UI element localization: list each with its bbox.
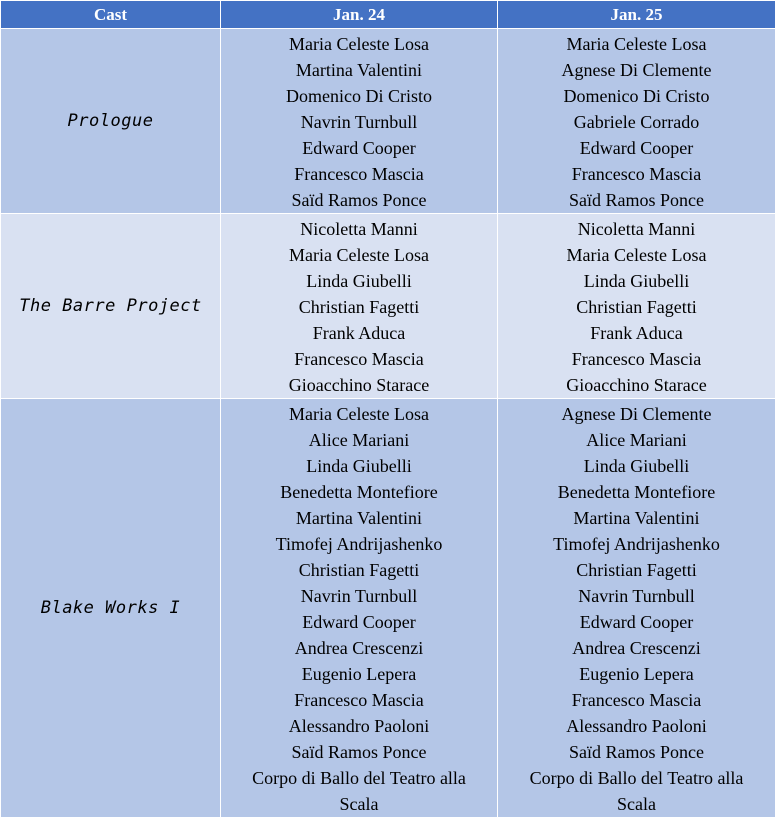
- dancer-name: Benedetta Montefiore: [221, 479, 497, 505]
- dancer-name: Agnese Di Clemente: [498, 57, 775, 83]
- dancer-name: Francesco Mascia: [221, 161, 497, 187]
- table-header: [1, 1, 775, 29]
- cast-cell-jan25: [498, 29, 775, 214]
- dancer-name: Maria Celeste Losa: [221, 401, 497, 427]
- dancer-name: Timofej Andrijashenko: [498, 531, 775, 557]
- dancer-name: Andrea Crescenzi: [221, 635, 497, 661]
- dancer-name: Saïd Ramos Ponce: [498, 739, 775, 765]
- dancer-name: Domenico Di Cristo: [498, 83, 775, 109]
- dancer-name: Christian Fagetti: [498, 557, 775, 583]
- piece-cell: [1, 29, 221, 214]
- dancer-name: Timofej Andrijashenko: [221, 531, 497, 557]
- dancer-name: Francesco Mascia: [221, 687, 497, 713]
- dancer-name: Martina Valentini: [221, 505, 497, 531]
- cast-cell-jan24: [221, 29, 498, 214]
- piece-cell: [1, 399, 221, 818]
- table-body: [1, 29, 775, 818]
- dancer-name: Alice Mariani: [498, 427, 775, 453]
- dancer-name: Linda Giubelli: [221, 453, 497, 479]
- dancer-name: Maria Celeste Losa: [498, 242, 775, 268]
- dancer-name: Domenico Di Cristo: [221, 83, 497, 109]
- dancer-name: Alessandro Paoloni: [498, 713, 775, 739]
- cast-cell-jan24: [221, 214, 498, 399]
- dancer-name: Nicoletta Manni: [498, 216, 775, 242]
- dancer-name: Christian Fagetti: [498, 294, 775, 320]
- cast-cell-jan25: [498, 399, 775, 818]
- dancer-name: Scala: [498, 791, 775, 817]
- piece-title: Prologue: [68, 111, 154, 131]
- dancer-name: Christian Fagetti: [221, 294, 497, 320]
- dancer-name: Maria Celeste Losa: [221, 242, 497, 268]
- dancer-name: Agnese Di Clemente: [498, 401, 775, 427]
- piece-title: The Barre Project: [19, 296, 202, 316]
- dancer-name: Navrin Turnbull: [221, 109, 497, 135]
- dancer-name: Frank Aduca: [498, 320, 775, 346]
- dancer-name: Corpo di Ballo del Teatro alla: [498, 765, 775, 791]
- dancer-name: Gabriele Corrado: [498, 109, 775, 135]
- dancer-name: Corpo di Ballo del Teatro alla: [221, 765, 497, 791]
- dancer-name: Nicoletta Manni: [221, 216, 497, 242]
- header-date-jan24: Jan. 24: [221, 1, 498, 29]
- dancer-name: Francesco Mascia: [498, 161, 775, 187]
- dancer-name: Martina Valentini: [498, 505, 775, 531]
- dancer-name: Linda Giubelli: [498, 453, 775, 479]
- dancer-name: Saïd Ramos Ponce: [221, 739, 497, 765]
- cast-cell-jan25: [498, 214, 775, 399]
- dancer-name: Navrin Turnbull: [498, 583, 775, 609]
- dancer-name: Gioacchino Starace: [498, 372, 775, 398]
- dancer-name: Edward Cooper: [498, 135, 775, 161]
- dancer-name: Martina Valentini: [221, 57, 497, 83]
- dancer-name: Francesco Mascia: [498, 346, 775, 372]
- dancer-name: Maria Celeste Losa: [221, 31, 497, 57]
- dancer-name: Edward Cooper: [498, 609, 775, 635]
- dancer-name: Andrea Crescenzi: [498, 635, 775, 661]
- dancer-name: Francesco Mascia: [498, 687, 775, 713]
- piece-cell: [1, 214, 221, 399]
- dancer-name: Navrin Turnbull: [221, 583, 497, 609]
- piece-title: Blake Works I: [41, 598, 181, 618]
- dancer-name: Christian Fagetti: [221, 557, 497, 583]
- piece-row-prologue: [1, 29, 775, 214]
- dancer-name: Saïd Ramos Ponce: [221, 187, 497, 213]
- header-date-jan25: Jan. 25: [498, 1, 775, 29]
- header-row: [1, 1, 775, 29]
- cast-cell-jan24: [221, 399, 498, 818]
- dancer-name: Benedetta Montefiore: [498, 479, 775, 505]
- piece-row-the-barre-project: [1, 214, 775, 399]
- dancer-name: Francesco Mascia: [221, 346, 497, 372]
- dancer-name: Saïd Ramos Ponce: [498, 187, 775, 213]
- dancer-name: Alice Mariani: [221, 427, 497, 453]
- piece-row-blake-works-i: [1, 399, 775, 818]
- dancer-name: Scala: [221, 791, 497, 817]
- dancer-name: Edward Cooper: [221, 135, 497, 161]
- dancer-name: Edward Cooper: [221, 609, 497, 635]
- dancer-name: Maria Celeste Losa: [498, 31, 775, 57]
- dancer-name: Linda Giubelli: [221, 268, 497, 294]
- dancer-name: Eugenio Lepera: [221, 661, 497, 687]
- header-cast: Cast: [1, 1, 221, 29]
- dancer-name: Gioacchino Starace: [221, 372, 497, 398]
- dancer-name: Linda Giubelli: [498, 268, 775, 294]
- dancer-name: Eugenio Lepera: [498, 661, 775, 687]
- dancer-name: Alessandro Paoloni: [221, 713, 497, 739]
- dancer-name: Frank Aduca: [221, 320, 497, 346]
